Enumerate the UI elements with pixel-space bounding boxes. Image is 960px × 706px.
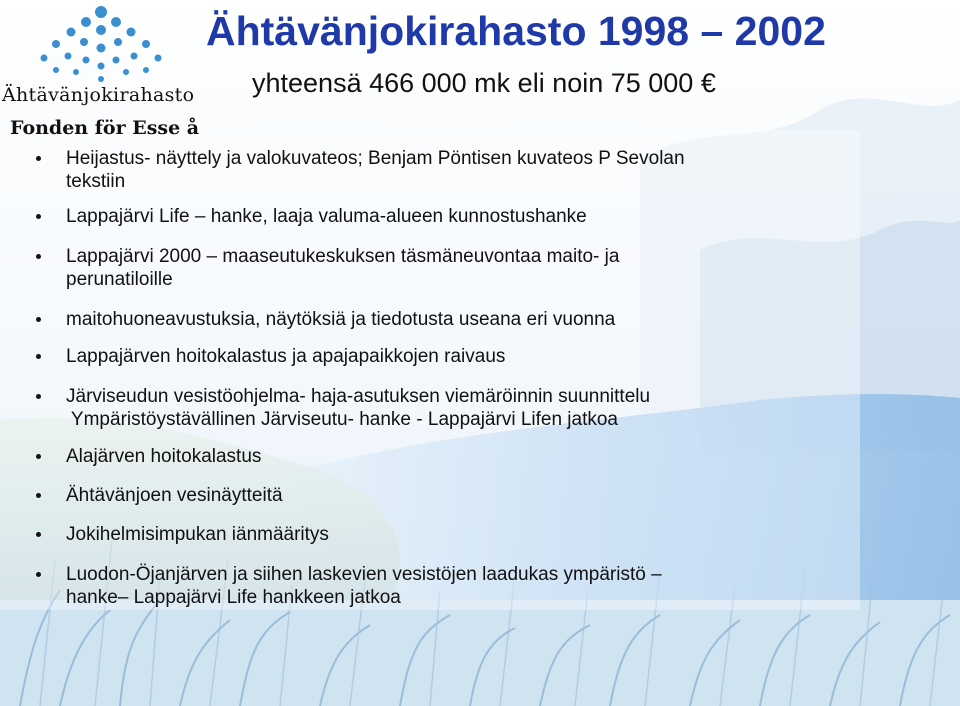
bullet-item xyxy=(66,523,329,546)
bullet-item xyxy=(66,147,685,193)
bullet-dot xyxy=(36,214,41,219)
bullet-dot xyxy=(36,317,41,322)
bullet-item xyxy=(66,345,505,368)
bullet-item xyxy=(66,563,662,609)
page-title: Ähtävänjokirahasto 1998 – 2002 xyxy=(206,8,826,54)
bullet-dot xyxy=(36,454,41,459)
bullet-item xyxy=(66,385,650,431)
bullet-dot xyxy=(36,532,41,537)
bullet-line: Alajärven hoitokalastus xyxy=(66,446,262,467)
bullet-line: Heijastus- näyttely ja valokuvateos; Benjam Pöntisen kuvateos P Sevolan xyxy=(66,148,685,169)
logo-name: Ähtävänjokirahasto xyxy=(2,84,195,106)
bullet-line: Lappajärvi 2000 – maaseutukeskuksen täsmäneuvontaa maito- ja xyxy=(66,246,620,267)
page-subtitle: yhteensä 466 000 mk eli noin 75 000 € xyxy=(252,68,716,98)
bullet-line: Luodon-Öjanjärven ja siihen laskevien vesistöjen laadukas ympäristö – xyxy=(66,564,662,585)
bullet-dot xyxy=(36,354,41,359)
bullet-line: maitohuoneavustuksia, näytöksiä ja tiedotusta useana eri vuonna xyxy=(66,309,616,330)
bullet-line: hanke– Lappajärvi Life hankkeen jatkoa xyxy=(66,587,401,608)
bullet-dot xyxy=(36,493,41,498)
bullet-item xyxy=(66,308,615,331)
bullet-line: tekstiin xyxy=(66,171,126,192)
bullet-item xyxy=(66,245,619,291)
bullet-line: perunatiloille xyxy=(66,269,173,290)
bullet-dot xyxy=(36,394,41,399)
bullet-dot xyxy=(36,156,41,161)
bullet-dot xyxy=(36,572,41,577)
bullet-item xyxy=(66,445,261,468)
bullet-line: Jokihelmisimpukan iänmääritys xyxy=(66,524,329,545)
bullet-line: Ähtävänjoen vesinäytteitä xyxy=(66,485,283,506)
bullet-line: Lappajärven hoitokalastus ja apajapaikkojen raivaus xyxy=(66,346,506,367)
bullet-line: Ympäristöystävällinen Järviseutu- hanke - Lappajärvi Lifen jatkoa xyxy=(66,409,619,430)
bullet-line: Lappajärvi Life – hanke, laaja valuma-alueen kunnostushanke xyxy=(66,206,587,227)
bullet-item xyxy=(66,205,587,228)
bullet-line: Järviseudun vesistöohjelma- haja-asutuksen viemäröinnin suunnittelu xyxy=(66,386,651,407)
bullet-item xyxy=(66,484,283,507)
bullet-dot xyxy=(36,254,41,259)
logo-subtitle: Fonden för Esse å xyxy=(10,117,200,139)
